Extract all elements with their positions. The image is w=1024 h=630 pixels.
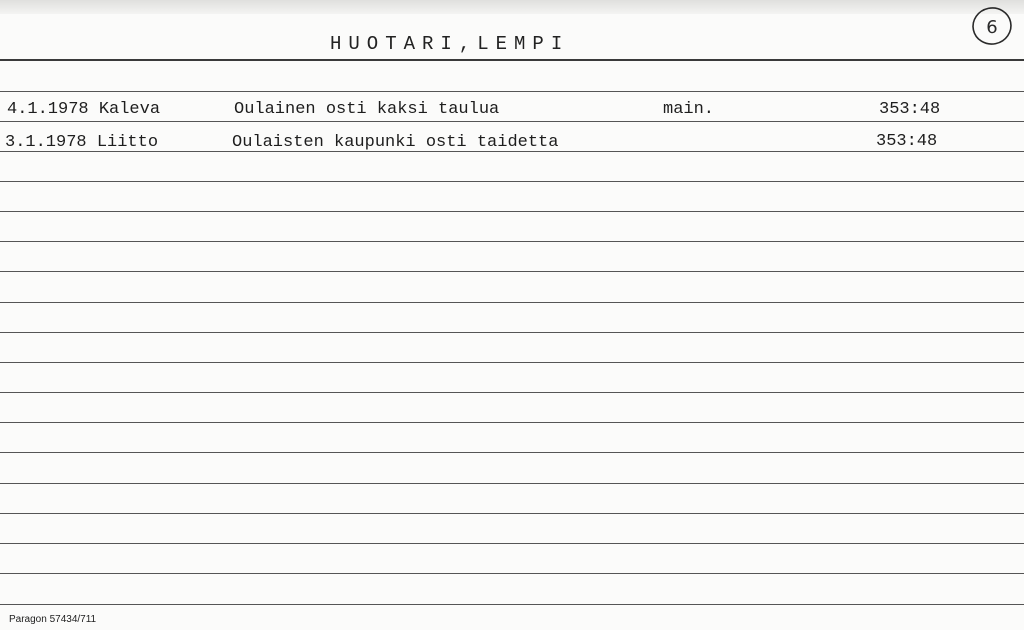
header-rule [0,59,1024,61]
ruled-line [0,121,1024,122]
ruled-line [0,392,1024,393]
ruled-line [0,543,1024,544]
ruled-line [0,91,1024,92]
ruled-line [0,513,1024,514]
ruled-line [0,573,1024,574]
entry-reference: 353:48 [879,100,941,119]
entry-description: Oulaisten kaupunki osti taidetta [232,133,559,152]
entry-description: Oulainen osti kaksi taulua [234,100,500,119]
card-number-circle [970,4,1014,48]
ruled-line [0,452,1024,453]
entry-note: main. [663,100,715,119]
ruled-line [0,362,1024,363]
entry-reference: 353:48 [876,132,938,151]
ruled-line [0,211,1024,212]
card-footer-imprint: Paragon 57434/711 [9,614,97,625]
ruled-line [0,302,1024,303]
ruled-line [0,422,1024,423]
ruled-line [0,483,1024,484]
ruled-line [0,271,1024,272]
ruled-line [0,604,1024,605]
entry-date-source: 4.1.1978 Kaleva [7,100,161,119]
card-number: 6 [986,17,998,38]
card-top-edge [0,0,1024,14]
ruled-line [0,241,1024,242]
entry-date-source: 3.1.1978 Liitto [5,133,159,152]
card-title: HUOTARI,LEMPI [330,33,570,55]
ruled-line [0,181,1024,182]
ruled-line [0,332,1024,333]
